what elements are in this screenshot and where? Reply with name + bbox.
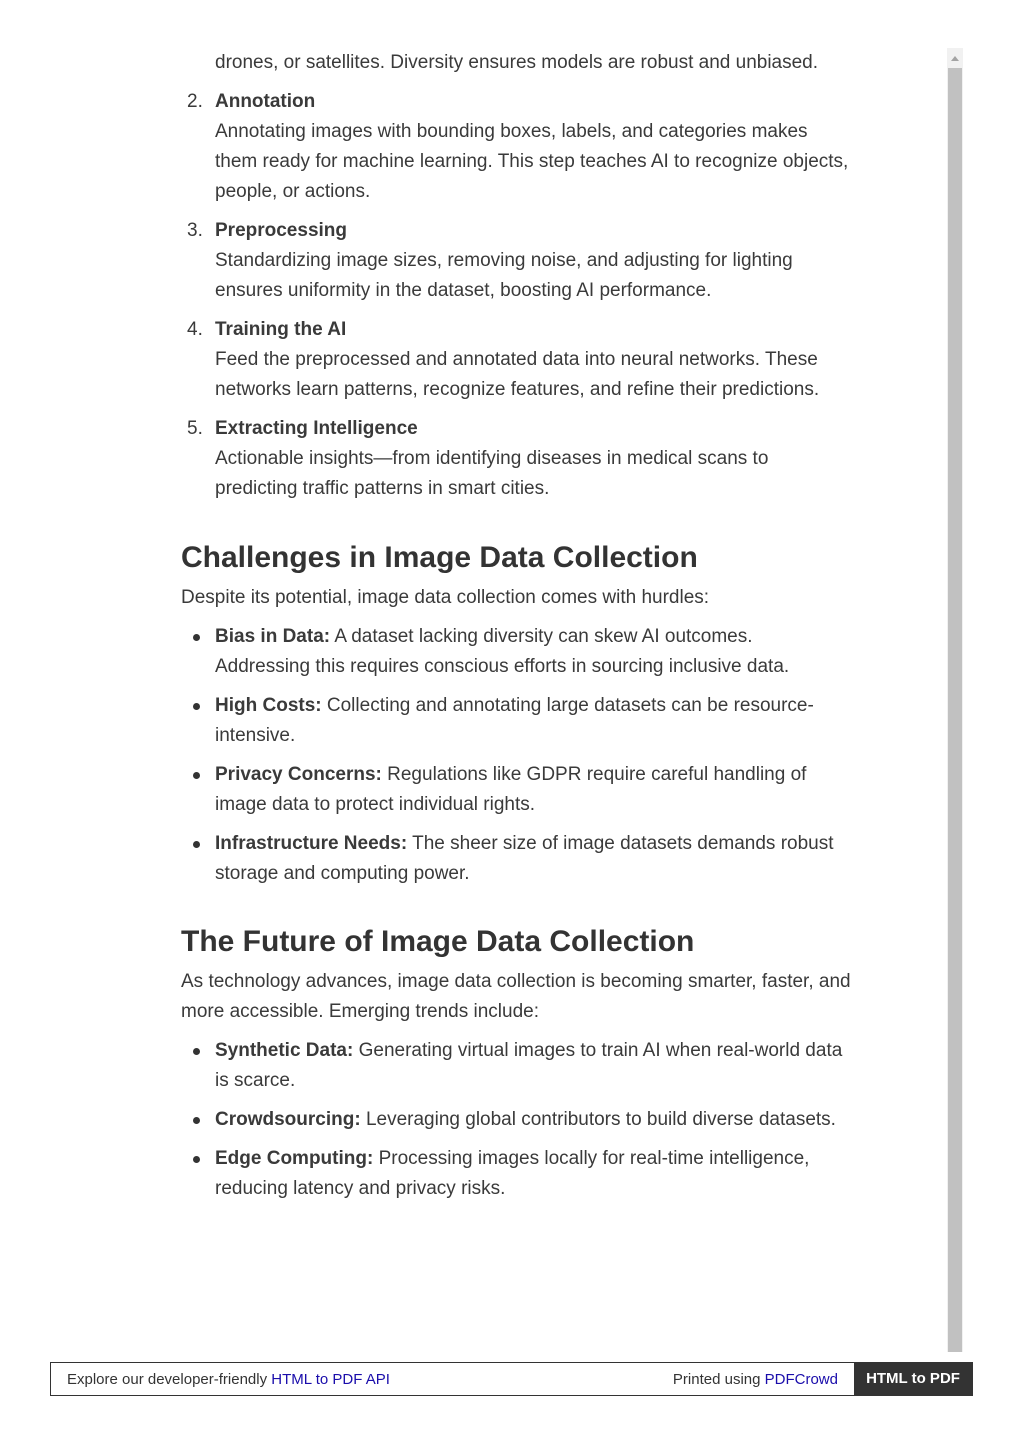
item-term: Synthetic Data:	[215, 1040, 354, 1061]
list-item	[181, 829, 851, 889]
item-text: Generating virtual images to train AI when real-world data is scarce.	[215, 1040, 843, 1091]
list-item	[181, 315, 851, 405]
step-title: Training the AI	[215, 319, 347, 340]
item-text: Regulations like GDPR require careful handling of image data to protect individual rights.	[215, 764, 807, 815]
step-number: 3.	[187, 220, 203, 241]
item-term: Infrastructure Needs:	[215, 833, 408, 854]
bullet-icon	[193, 1156, 200, 1163]
item-text: The sheer size of image datasets demands robust storage and computing power.	[215, 833, 834, 884]
vertical-scrollbar[interactable]	[947, 48, 963, 1352]
item-text: Processing images locally for real-time intelligence, reducing latency and privacy risks.	[215, 1148, 810, 1199]
item-term: Edge Computing:	[215, 1148, 374, 1169]
footer-promo-text: Explore our developer-friendly	[67, 1371, 268, 1388]
challenges-list	[181, 622, 851, 889]
future-intro: As technology advances, image data collection is becoming smarter, faster, and more accessible. Emerging trends include:	[181, 971, 851, 1022]
list-item	[181, 760, 851, 820]
challenges-intro: Despite its potential, image data collection comes with hurdles:	[181, 587, 710, 608]
item-term: Crowdsourcing:	[215, 1109, 361, 1130]
scroll-up-arrow-icon[interactable]	[951, 56, 959, 61]
pdfcrowd-link[interactable]: PDFCrowd	[764, 1371, 838, 1388]
list-item	[181, 414, 851, 504]
step-text: Standardizing image sizes, removing noise, and adjusting for lighting ensures uniformity in the dataset, boosting AI performance.	[215, 250, 793, 301]
future-list	[181, 1036, 851, 1204]
footer-credit	[673, 1371, 838, 1388]
item-text: A dataset lacking diversity can skew AI outcomes. Addressing this requires conscious efforts in sourcing inclusive data.	[215, 626, 790, 677]
item-text: Leveraging global contributors to build diverse datasets.	[365, 1109, 836, 1130]
step-text: Annotating images with bounding boxes, labels, and categories makes them ready for machine learning. This step teaches AI to recognize objects, people, or actions.	[215, 121, 849, 202]
list-item	[181, 1036, 851, 1096]
step-text: Feed the preprocessed and annotated data into neural networks. These networks learn patterns, recognize features, and refine their predictions.	[215, 349, 820, 400]
step-number: 5.	[187, 418, 203, 439]
step-title: Preprocessing	[215, 220, 347, 241]
bullet-icon	[193, 772, 200, 779]
list-item	[181, 1105, 851, 1135]
item-text: Collecting and annotating large datasets can be resource-intensive.	[215, 695, 814, 746]
step-title: Annotation	[215, 91, 316, 112]
challenges-heading: Challenges in Image Data Collection	[181, 541, 698, 574]
list-item	[181, 1144, 851, 1204]
bullet-icon	[193, 634, 200, 641]
footer-credit-text: Printed using	[672, 1371, 761, 1388]
step-number: 2.	[187, 91, 203, 112]
step-number: 4.	[187, 319, 203, 340]
future-heading: The Future of Image Data Collection	[181, 925, 695, 958]
bullet-icon	[193, 703, 200, 710]
item-term: High Costs:	[215, 695, 322, 716]
footer-bar	[50, 1362, 973, 1396]
scrollbar-thumb[interactable]	[948, 68, 962, 1352]
article-content	[181, 48, 851, 1213]
step-text: Actionable insights—from identifying diseases in medical scans to predicting traffic patterns in smart cities.	[215, 448, 769, 499]
lead-text: drones, or satellites. Diversity ensures models are robust and unbiased.	[215, 52, 819, 73]
step-title: Extracting Intelligence	[215, 418, 418, 439]
item-term: Privacy Concerns:	[215, 764, 382, 785]
steps-list	[181, 87, 851, 504]
bullet-icon	[193, 1048, 200, 1055]
list-item	[181, 87, 851, 207]
bullet-icon	[193, 841, 200, 848]
list-item	[181, 216, 851, 306]
html-to-pdf-badge[interactable]: HTML to PDF	[854, 1363, 972, 1395]
footer-promo	[67, 1371, 390, 1388]
bullet-icon	[193, 1117, 200, 1124]
list-item	[181, 622, 851, 682]
item-term: Bias in Data:	[215, 626, 331, 647]
list-item	[181, 691, 851, 751]
html-to-pdf-api-link[interactable]: HTML to PDF API	[271, 1371, 390, 1388]
